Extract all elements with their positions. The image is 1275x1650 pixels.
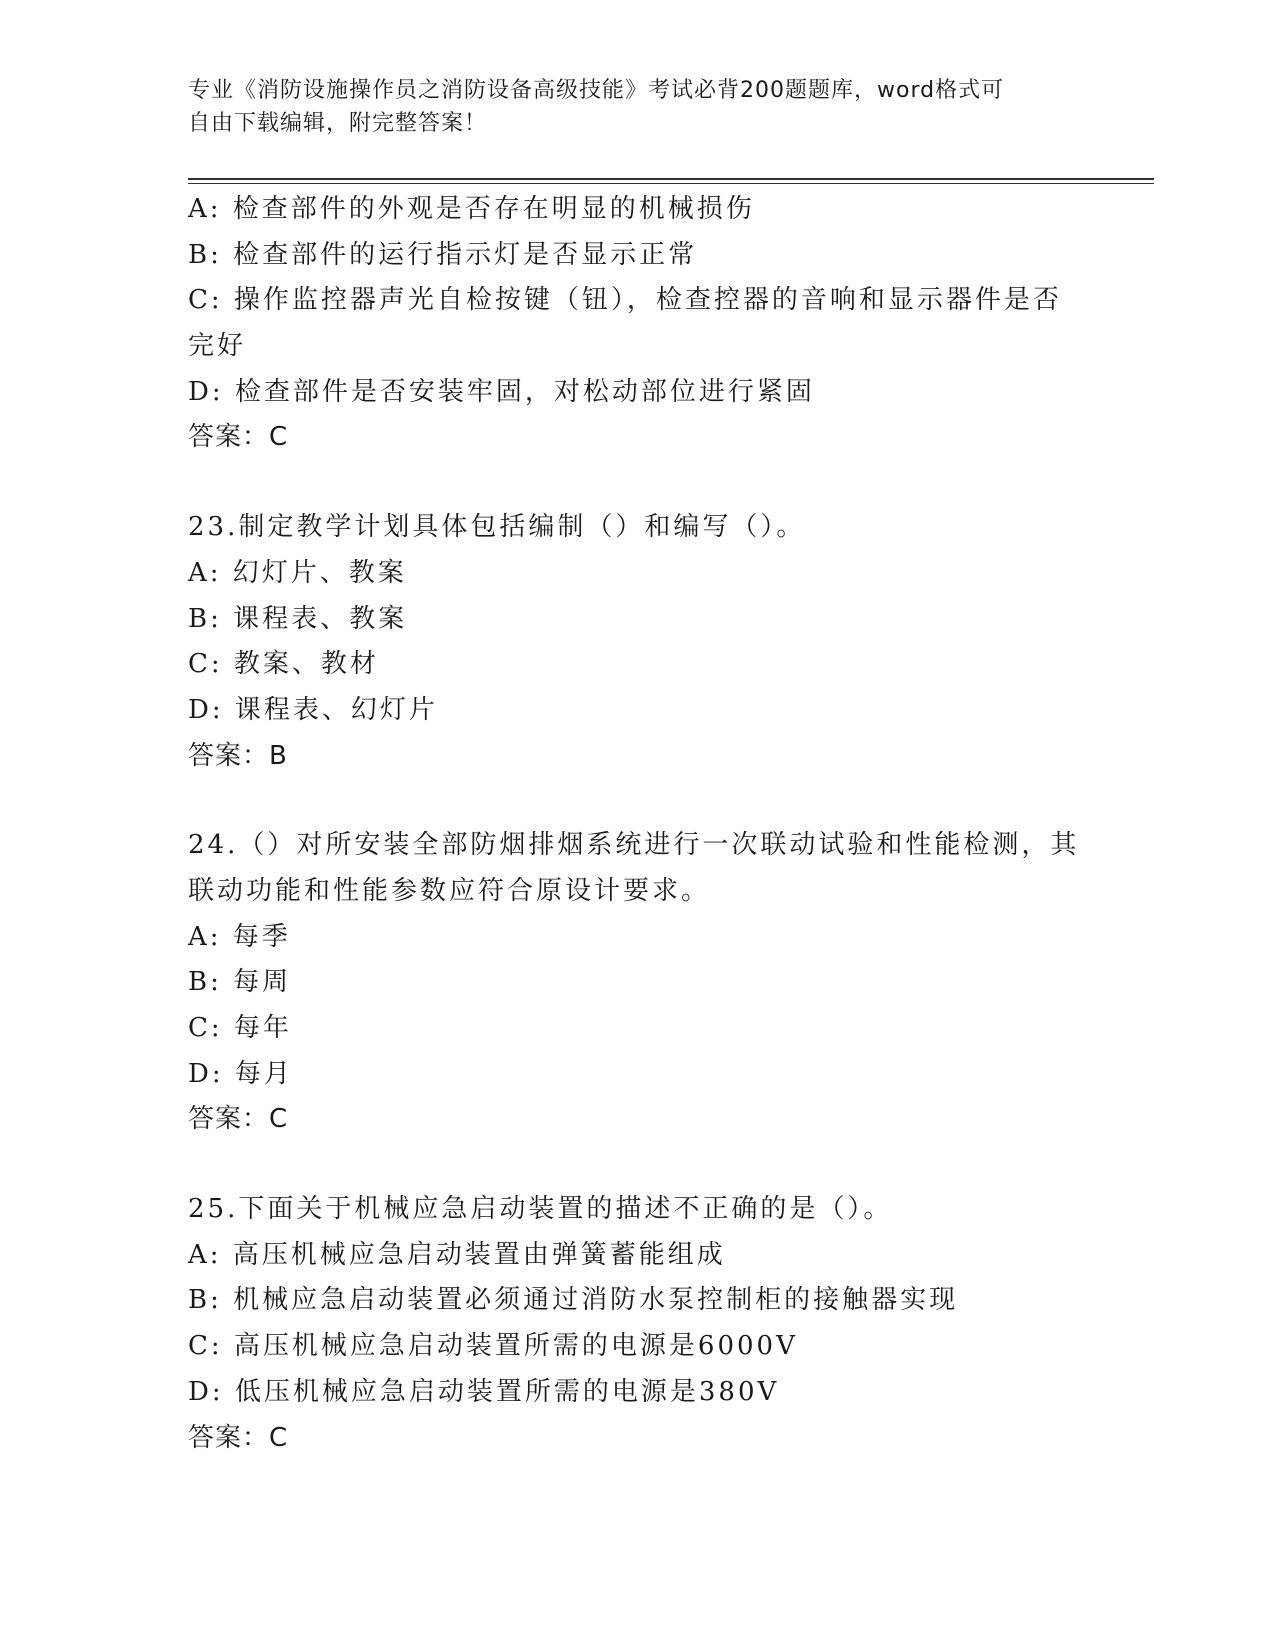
header-line-2: 自由下载编辑，附完整答案！: [188, 111, 488, 136]
option-c: C: 教案、教材: [188, 649, 379, 680]
answer: 答案：B: [188, 740, 288, 771]
option-d: D: 低压机械应急启动装置所需的电源是380V: [188, 1376, 780, 1407]
header-rule-thick: [188, 178, 1154, 180]
question-stem: 23.制定教学计划具体包括编制（）和编写（）。: [188, 512, 806, 543]
option-b: B: 检查部件的运行指示灯是否显示正常: [188, 239, 698, 270]
document-header: [188, 74, 1068, 140]
spacer: [188, 1143, 1088, 1187]
option-a: A: 每季: [188, 921, 291, 952]
question-list: [188, 187, 1088, 1461]
option-c-line-1: C: 操作监控器声光自检按键（钮），检查控器的音响和显示器件是否: [188, 285, 1062, 316]
answer: 答案：C: [188, 422, 289, 453]
header-rule-thin: [188, 183, 1154, 184]
question-stem-line-2: 联动功能和性能参数应符合原设计要求。: [188, 875, 711, 906]
header-line-1: 专业《消防设施操作员之消防设备高级技能》考试必背200题题库，word格式可: [188, 78, 1005, 103]
spacer: [188, 779, 1088, 823]
question-24: [188, 823, 1088, 1143]
option-c: C: 高压机械应急启动装置所需的电源是6000V: [188, 1331, 798, 1362]
option-d: D: 每月: [188, 1058, 293, 1089]
option-c-line-2: 完好: [188, 331, 247, 362]
question-23: [188, 505, 1088, 779]
option-a: A: 幻灯片、教案: [188, 557, 407, 588]
option-b: B: 每周: [188, 967, 292, 998]
answer: 答案：C: [188, 1104, 289, 1135]
question-stem: 25.下面关于机械应急启动装置的描述不正确的是（）。: [188, 1194, 893, 1225]
option-b: B: 课程表、教案: [188, 603, 408, 634]
option-d: D: 检查部件是否安装牢固，对松动部位进行紧固: [188, 376, 815, 407]
option-a: A: 高压机械应急启动装置由弹簧蓄能组成: [188, 1239, 726, 1270]
spacer: [188, 461, 1088, 505]
option-b: B: 机械应急启动装置必须通过消防水泵控制柜的接触器实现: [188, 1285, 959, 1316]
option-d: D: 课程表、幻灯片: [188, 694, 438, 725]
answer: 答案：C: [188, 1422, 289, 1453]
question-22: [188, 187, 1088, 461]
question-stem-line-1: 24.（）对所安装全部防烟排烟系统进行一次联动试验和性能检测，其: [188, 830, 1080, 861]
option-c: C: 每年: [188, 1013, 292, 1043]
question-25: [188, 1187, 1088, 1461]
option-a: A: 检查部件的外观是否存在明显的机械损伤: [188, 194, 755, 224]
